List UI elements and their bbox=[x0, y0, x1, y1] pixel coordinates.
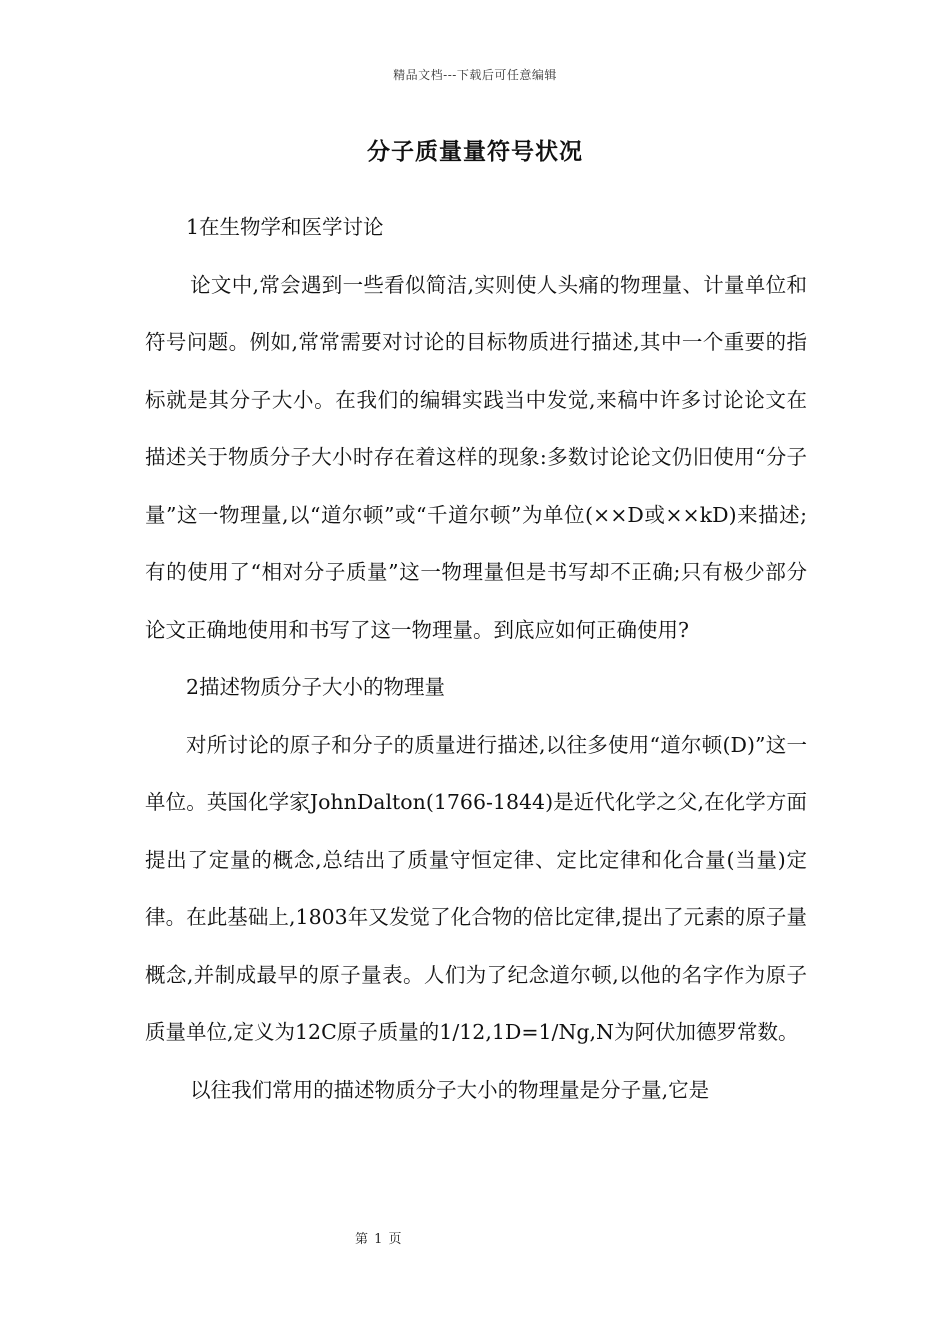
paragraph-1: 论文中,常会遇到一些看似简洁,实则使人头痛的物理量、计量单位和符号问题。例如,常常需要对讨论的目标物质进行描述,其中一个重要的指标就是其分子大小。在我们的编辑实践当中发觉,来稿中许多讨论论文在描述关于物质分子大小时存在着这样的现象:多数讨论论文仍旧使用“分子量”这一物理量,以“道尔顿”或“千道尔顿”为单位(××D或××kD)来描述;有的使用了“相对分子质量”这一物理量但是书写却不正确;只有极少部分论文正确地使用和书写了这一物理量。到底应如何正确使用? bbox=[145, 272, 807, 642]
document-body bbox=[145, 199, 807, 1119]
paragraph-3: 以往我们常用的描述物质分子大小的物理量是分子量,它是 bbox=[190, 1077, 710, 1102]
paragraph-2: 对所讨论的原子和分子的质量进行描述,以往多使用“道尔顿(D)”这一单位。英国化学家JohnDalton(1766-1844)是近代化学之父,在化学方面提出了定量的概念,总结出了质量守恒定律、定比定律和化合量(当量)定律。在此基础上,1803年又发觉了化合物的倍比定律,提出了元素的原子量概念,并制成最早的原子量表。人们为了纪念道尔顿,以他的名字作为原子质量单位,定义为12C原子质量的1/12,1D=1/Ng,N为阿伏加德罗常数。 bbox=[145, 732, 807, 1044]
document-title: 分子质量量符号状况 bbox=[367, 138, 583, 165]
section-heading-2: 2描述物质分子大小的物理量 bbox=[186, 675, 446, 699]
page-number: 第 1 页 bbox=[355, 1232, 403, 1247]
page-header-note: 精品文档---下载后可任意编辑 bbox=[393, 68, 557, 82]
section-heading-1: 1在生物学和医学讨论 bbox=[186, 215, 384, 239]
